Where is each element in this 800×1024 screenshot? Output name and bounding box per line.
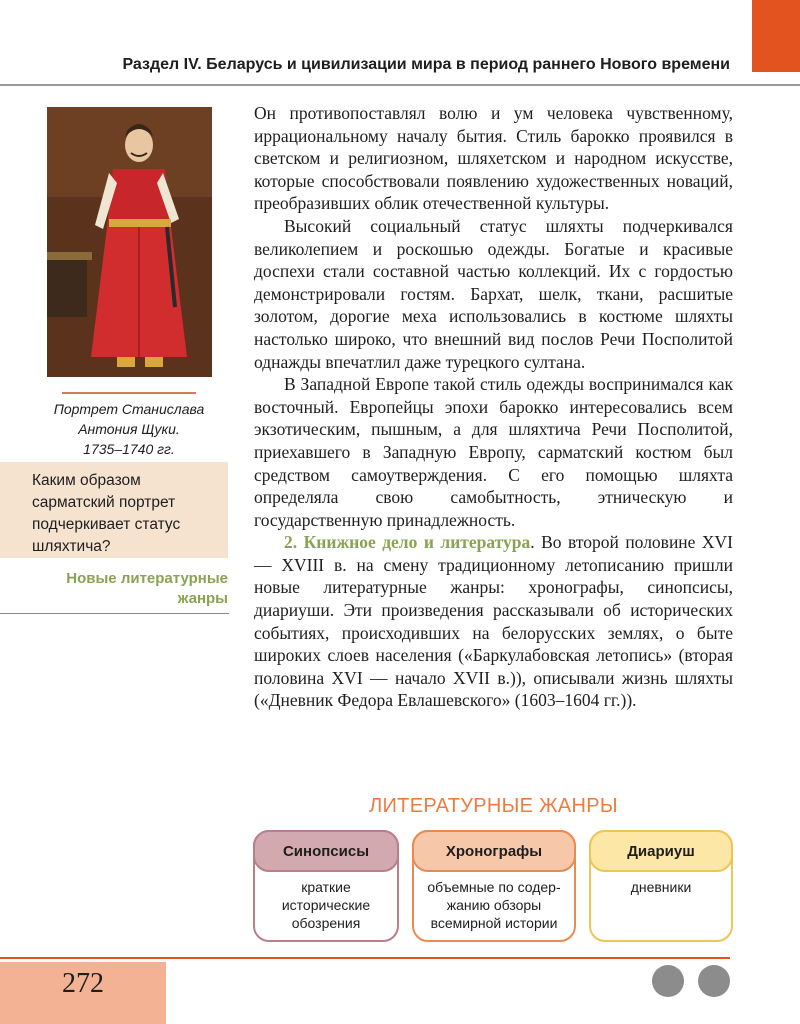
- genres-title: ЛИТЕРАТУРНЫЕ ЖАНРЫ: [369, 795, 618, 817]
- description-line: всемирной истории: [430, 915, 558, 931]
- main-text: [254, 102, 733, 712]
- description-line: краткие: [301, 879, 351, 895]
- side-heading: [20, 569, 228, 609]
- description-line: жанию обзоры: [446, 897, 542, 913]
- paragraph-4-text: . Во второй половине XVI — XVIII в. на смену традиционному летописанию пришли новые литературные жанры: хронографы, синопсисы, диариуши. Эти произведения рассказывали об исторических событиях, происходивших на белорусских землях, о быте широких слоев населения («Баркулабовская летопись» (вторая половина XVI — начало XVII в.)), описывали жизнь шляхты («Дневник Федора Евлашевского» (1603–1604 гг.)).: [254, 532, 734, 711]
- question-text: Каким образом сарматский портрет подчеркивает статус шляхтича?: [32, 472, 181, 555]
- genre-card-description: [599, 878, 723, 896]
- caption-divider: [62, 392, 196, 394]
- portrait-illustration: [47, 107, 212, 377]
- caption-line: Портрет Станислава: [53, 401, 205, 417]
- description-line: обозрения: [291, 915, 361, 931]
- corner-accent: [752, 0, 800, 72]
- description-line: дневники: [630, 879, 692, 895]
- side-divider: [0, 613, 229, 614]
- side-heading-line: жанры: [177, 590, 228, 607]
- paragraph-3: В Западной Европе такой стиль одежды воспринимался как восточный. Европейцы эпохи барокко интересовались всем экзотическим, пышным, а для шляхтича Речи Посполитой, приехавшего в Западную Европу, сарматский костюм был средством самоутверждения. С его помощью шляхта определяла свою самобытность, этническую и государственную принадлежность.: [254, 374, 733, 530]
- decor-dot-icon: [652, 965, 684, 997]
- footer-divider: [0, 957, 730, 959]
- description-line: объемные по содер-: [427, 879, 561, 895]
- paragraph-4: [254, 531, 733, 712]
- genre-card-title: Диариуш: [589, 830, 733, 872]
- genre-card-synopsis: [253, 830, 399, 942]
- subsection-heading: 2. Книжное дело и литература: [284, 532, 531, 553]
- genre-card-title: Хронографы: [412, 830, 576, 872]
- genre-card-diary: [589, 830, 733, 942]
- header-divider: [0, 84, 800, 86]
- side-heading-line: Новые литературные: [66, 570, 228, 587]
- portrait-caption: [30, 399, 228, 459]
- genre-card-title: Синопсисы: [253, 830, 399, 872]
- page-number: 272: [62, 968, 104, 999]
- caption-line: 1735–1740 гг.: [83, 441, 175, 457]
- section-header: Раздел IV. Беларусь и цивилизации мира в период раннего Нового времени: [122, 56, 730, 73]
- portrait-image: [47, 107, 212, 377]
- description-line: исторические: [281, 897, 371, 913]
- genre-card-description: [422, 878, 566, 932]
- decor-dot-icon: [698, 965, 730, 997]
- paragraph-1: Он противопоставлял волю и ум человека чувственному, иррациональному началу бытия. Стиль барокко проявился в светском и религиозном, шляхетском и народном искусстве, которые способствовали появлению художественных новаций, преобразивших облик отечественной культуры.: [254, 103, 733, 214]
- genre-card-description: [263, 878, 389, 932]
- genre-card-chronograph: [412, 830, 576, 942]
- paragraph-2: Высокий социальный статус шляхты подчеркивался великолепием и роскошью одежды. Богатые и красивые доспехи стали составной частью коллекций. Их с гордостью демонстрировали гостям. Бархат, шелк, ткани, расшитые золотом, дорогие меха использовались в костюме шляхты настолько широко, что внешний вид послов Речи Посполитой однажды впечатлил даже турецкого султана.: [254, 215, 733, 372]
- caption-line: Антония Щуки.: [78, 421, 180, 437]
